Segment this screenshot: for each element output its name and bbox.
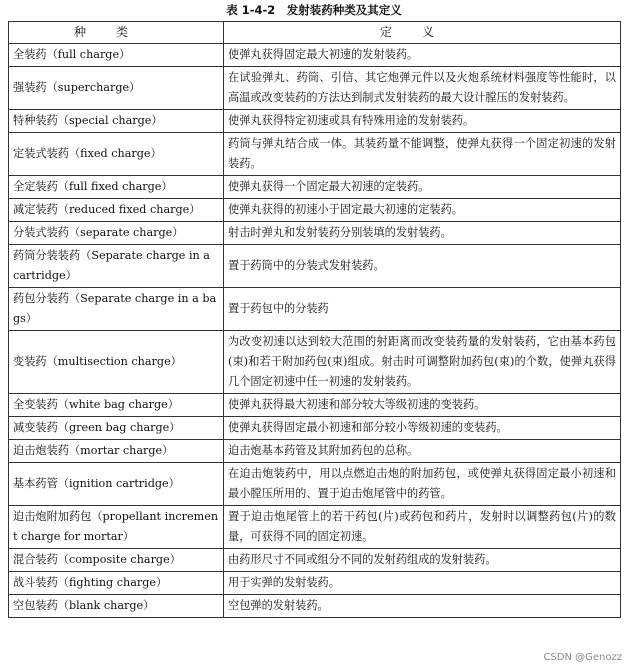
- header-row: [9, 22, 621, 44]
- definition-cell: 药筒与弹丸结合成一体。其装药量不能调整，使弹丸获得一个固定初速的发射装药。: [224, 133, 621, 176]
- charge-type-cell: 定装式装药（fixed charge）: [9, 133, 224, 176]
- charge-type-cell: 迫击炮装药（mortar charge）: [9, 440, 224, 463]
- definition-cell: 在迫击炮装药中，用以点燃迫击炮的附加药包，或使弹丸获得固定最小初速和最小膛压所用的、置于迫击炮尾管中的药管。: [224, 463, 621, 506]
- charge-types-table: [8, 21, 621, 618]
- table-row: [9, 245, 621, 288]
- charge-type-cell: 全变装药（white bag charge）: [9, 394, 224, 417]
- definition-cell: 由药形尺寸不同或组分不同的发射药组成的发射装药。: [224, 549, 621, 572]
- charge-type-cell: 减变装药（green bag charge）: [9, 417, 224, 440]
- watermark: CSDN @Genozz: [543, 652, 622, 663]
- table-row: [9, 288, 621, 331]
- definition-cell: 使弹丸获得特定初速或具有特殊用途的发射装药。: [224, 110, 621, 133]
- charge-type-cell: 战斗装药（fighting charge）: [9, 572, 224, 595]
- table-row: [9, 133, 621, 176]
- table-row: [9, 417, 621, 440]
- table-row: [9, 110, 621, 133]
- definition-cell: 射击时弹丸和发射装药分别装填的发射装药。: [224, 222, 621, 245]
- charge-type-cell: 特种装药（special charge）: [9, 110, 224, 133]
- header-definition: 定义: [224, 22, 621, 44]
- charge-type-cell: 强装药（supercharge）: [9, 67, 224, 110]
- charge-type-cell: 变装药（multisection charge）: [9, 331, 224, 394]
- table-row: [9, 67, 621, 110]
- definition-cell: 用于实弹的发射装药。: [224, 572, 621, 595]
- charge-type-cell: 全装药（full charge）: [9, 44, 224, 67]
- table-row: [9, 506, 621, 549]
- definition-cell: 置于药筒中的分装式发射装药。: [224, 245, 621, 288]
- table-row: [9, 572, 621, 595]
- charge-type-cell: 药包分装药（Separate charge in a bags）: [9, 288, 224, 331]
- table-body: [9, 44, 621, 618]
- charge-type-cell: 分装式装药（separate charge）: [9, 222, 224, 245]
- table-row: [9, 222, 621, 245]
- charge-type-cell: 减定装药（reduced fixed charge）: [9, 199, 224, 222]
- definition-cell: 使弹丸获得一个固定最大初速的定装药。: [224, 176, 621, 199]
- charge-type-cell: 空包装药（blank charge）: [9, 595, 224, 618]
- table-row: [9, 331, 621, 394]
- definition-cell: 使弹丸获得固定最大初速的发射装药。: [224, 44, 621, 67]
- charge-type-cell: 药筒分装装药（Separate charge in a cartridge）: [9, 245, 224, 288]
- definition-cell: 使弹丸获得的初速小于固定最大初速的定装药。: [224, 199, 621, 222]
- definition-cell: 为改变初速以达到较大范围的射距离而改变装药量的发射装药，它由基本药包(束)和若干附加药包(束)组成。射击时可调整附加药包(束)的个数，使弹丸获得几个固定初速中任一初速的发射装药。: [224, 331, 621, 394]
- table-caption: 表 1-4-2 发射装药种类及其定义: [226, 3, 402, 17]
- header-type: 种类: [9, 22, 224, 44]
- table-row: [9, 595, 621, 618]
- charge-type-cell: 混合装药（composite charge）: [9, 549, 224, 572]
- definition-cell: 使弹丸获得最大初速和部分较大等级初速的变装药。: [224, 394, 621, 417]
- charge-type-cell: 基本药管（ignition cartridge）: [9, 463, 224, 506]
- definition-cell: 空包弹的发射装药。: [224, 595, 621, 618]
- charge-type-cell: 全定装药（full fixed charge）: [9, 176, 224, 199]
- charge-type-cell: 迫击炮附加药包（propellant increment charge for mortar）: [9, 506, 224, 549]
- table-row: [9, 199, 621, 222]
- table-row: [9, 44, 621, 67]
- definition-cell: 置于迫击炮尾管上的若干药包(片)或药包和药片，发射时以调整药包(片)的数量，可获得不同的固定初速。: [224, 506, 621, 549]
- table-row: [9, 463, 621, 506]
- table-row: [9, 440, 621, 463]
- definition-cell: 在试验弹丸、药筒、引信、其它炮弹元件以及火炮系统材料强度等性能时，以高温或改变装药的方法达到制式发射装药的最大设计膛压的发射装药。: [224, 67, 621, 110]
- definition-cell: 置于药包中的分装药: [224, 288, 621, 331]
- table-row: [9, 176, 621, 199]
- table-row: [9, 394, 621, 417]
- definition-cell: 迫击炮基本药管及其附加药包的总称。: [224, 440, 621, 463]
- table-row: [9, 549, 621, 572]
- definition-cell: 使弹丸获得固定最小初速和部分较小等级初速的变装药。: [224, 417, 621, 440]
